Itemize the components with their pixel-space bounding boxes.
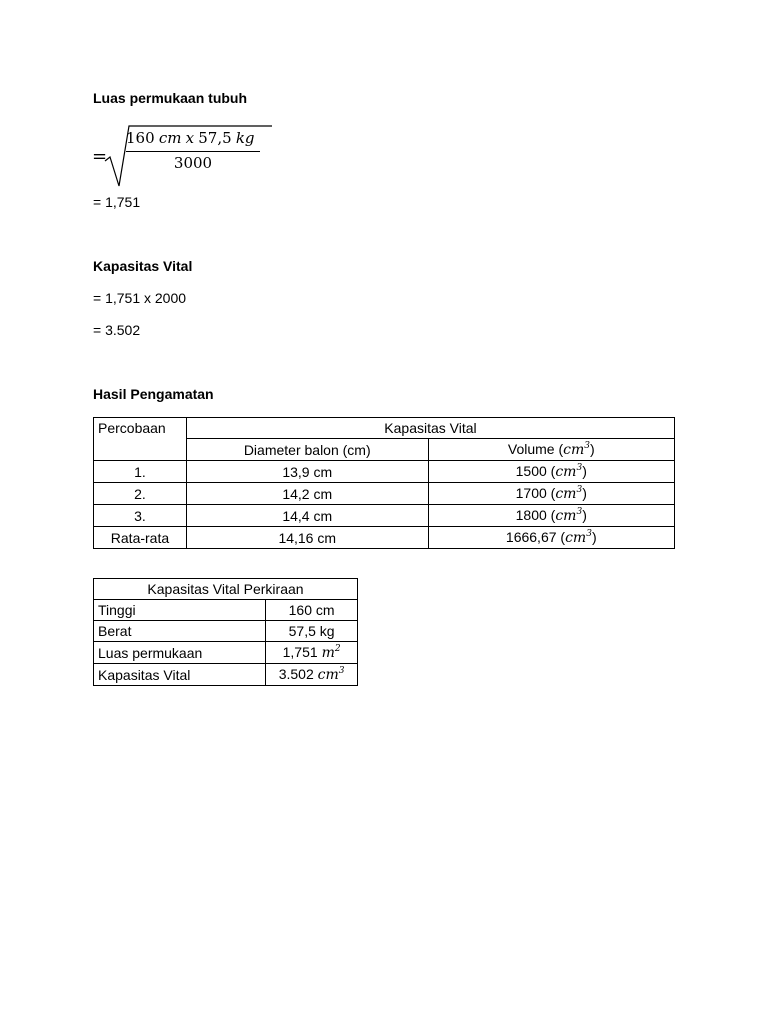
table-row — [94, 664, 358, 686]
numerator-value-1: 160 — [126, 129, 155, 147]
cell-trial: 2. — [94, 483, 187, 505]
cell-label: Kapasitas Vital — [94, 664, 266, 686]
cell-value: 3.502 $cm^3$ — [266, 664, 358, 686]
table-hasil-pengamatan — [93, 417, 675, 549]
numerator-unit-1: cm — [158, 129, 182, 147]
cell-label: Luas permukaan — [94, 642, 266, 664]
kapasitas-line-1: = 1,751 x 2000 — [93, 290, 187, 306]
cell-label: Tinggi — [94, 600, 266, 621]
subheader-diameter: Diameter balon (cm) — [186, 439, 428, 461]
fraction-bar — [126, 151, 260, 152]
cell-volume: 1800 $(cm^3)$ — [428, 505, 674, 527]
section-title-kapasitas: Kapasitas Vital — [93, 258, 193, 274]
result-luas: = 1,751 — [93, 194, 141, 210]
cell-diameter: 14,4 cm — [186, 505, 428, 527]
cell-trial: 3. — [94, 505, 187, 527]
table-row — [94, 600, 358, 621]
cell-volume: 1666,67 $(cm^3)$ — [428, 527, 674, 549]
cell-trial: Rata-rata — [94, 527, 187, 549]
numerator-unit-2: kg — [235, 129, 255, 147]
table-row — [94, 527, 675, 549]
numerator-value-2: 57,5 — [198, 129, 232, 147]
cell-value: 1,751 $m^2$ — [266, 642, 358, 664]
cell-volume: 1500 $(cm^3)$ — [428, 461, 674, 483]
table2-title-row — [94, 579, 358, 600]
table-row — [94, 461, 675, 483]
subheader-volume: Volume $(cm^3)$ — [428, 439, 674, 461]
cell-value: 160 cm — [266, 600, 358, 621]
table-row — [94, 483, 675, 505]
table-row — [94, 621, 358, 642]
cell-label: Berat — [94, 621, 266, 642]
header-kapasitas-vital: Kapasitas Vital — [186, 418, 674, 439]
cell-value: 57,5 kg — [266, 621, 358, 642]
cell-volume: 1700 $(cm^3)$ — [428, 483, 674, 505]
table2-title: Kapasitas Vital Perkiraan — [94, 579, 358, 600]
cell-diameter: 14,16 cm — [186, 527, 428, 549]
header-percobaan: Percobaan — [94, 418, 187, 461]
formula-numerator — [126, 129, 255, 147]
table-row — [94, 505, 675, 527]
table-header-row — [94, 418, 675, 439]
cell-diameter: 13,9 cm — [186, 461, 428, 483]
formula-equals: = — [92, 146, 108, 167]
section-title-luas: Luas permukaan tubuh — [93, 90, 248, 106]
numerator-operator: x — [185, 129, 195, 147]
formula-denominator: 3000 — [173, 154, 213, 172]
section-title-hasil: Hasil Pengamatan — [93, 386, 214, 402]
formula-luas — [92, 118, 272, 190]
table-row — [94, 642, 358, 664]
table-kapasitas-perkiraan — [93, 578, 358, 686]
cell-trial: 1. — [94, 461, 187, 483]
kapasitas-line-2: = 3.502 — [93, 322, 141, 338]
cell-diameter: 14,2 cm — [186, 483, 428, 505]
